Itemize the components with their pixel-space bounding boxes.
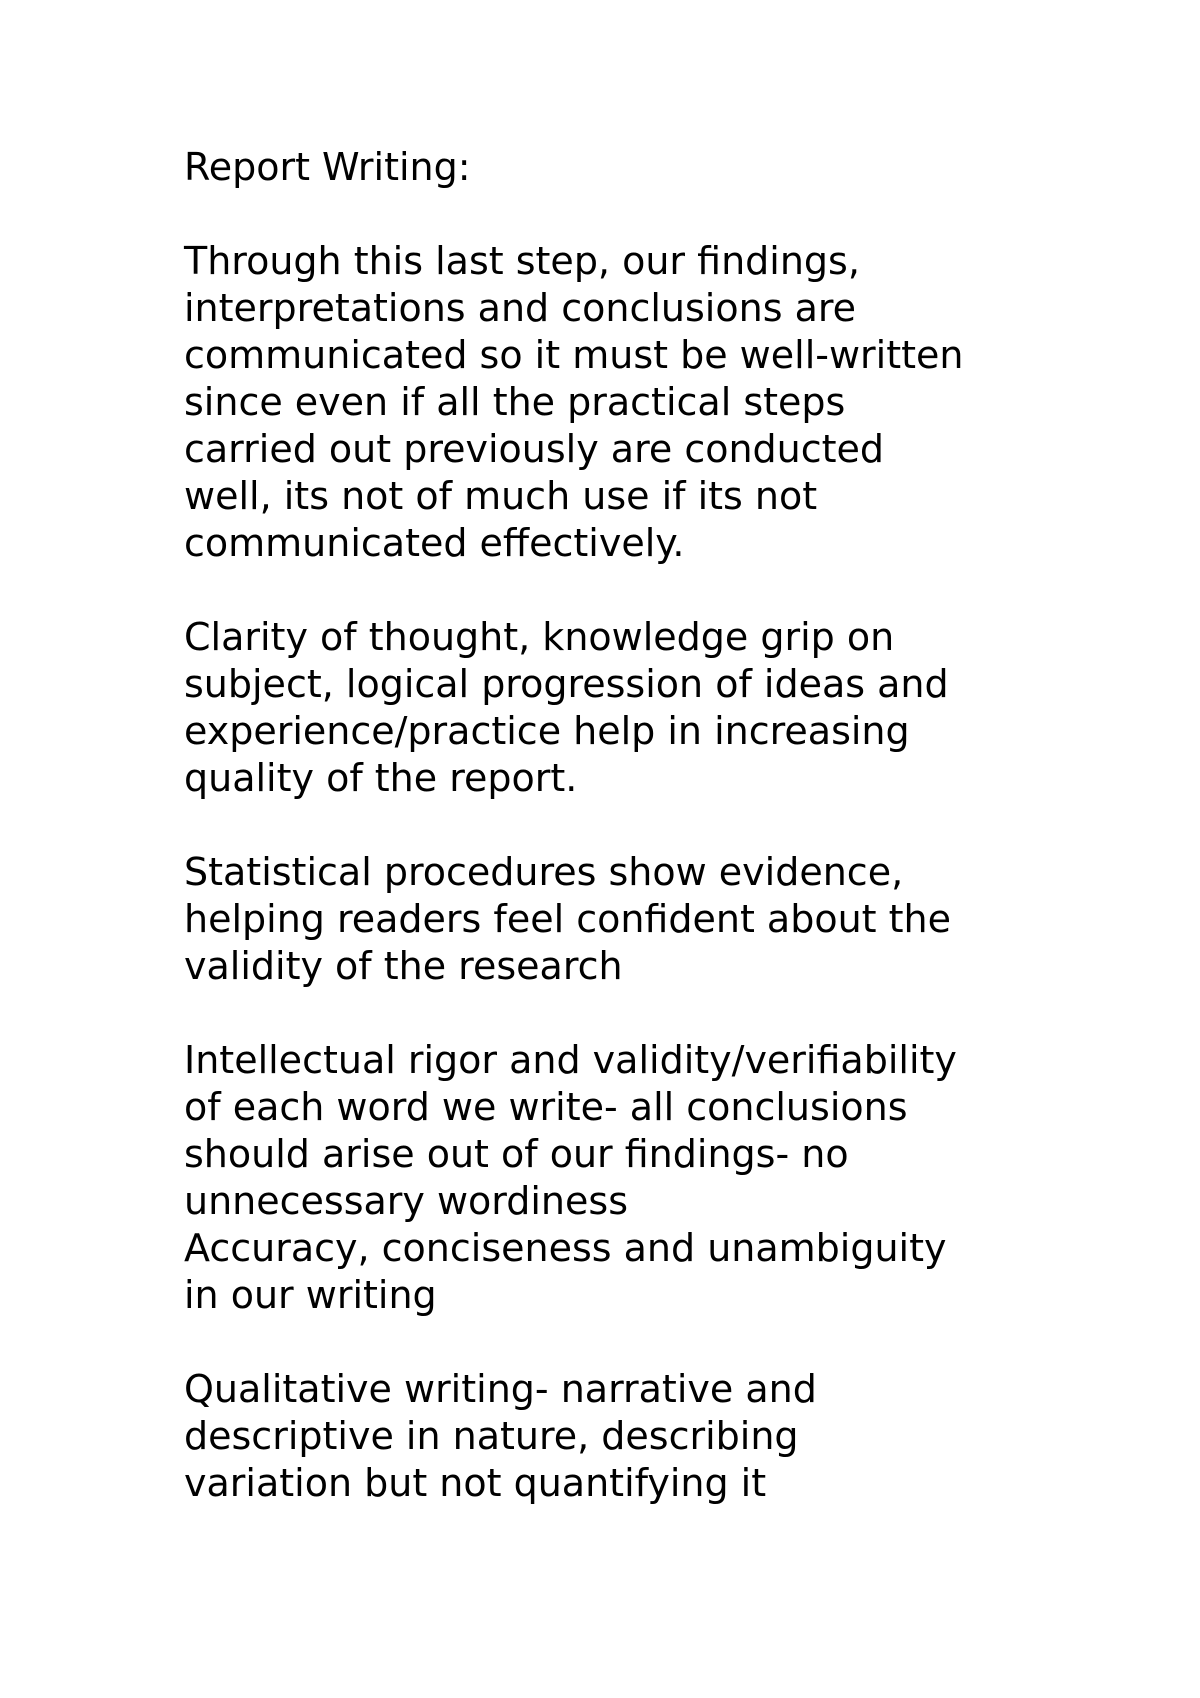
text-line: Accuracy, conciseness and unambiguity <box>184 1226 947 1270</box>
text-line: Qualitative writing- narrative and <box>184 1367 817 1411</box>
document-body <box>184 144 1084 1507</box>
paragraph-spacer <box>184 1319 1084 1366</box>
paragraph-1 <box>184 238 1084 567</box>
paragraph-4 <box>184 1037 1084 1319</box>
text-line: descriptive in nature, describing <box>184 1414 799 1458</box>
text-line: carried out previously are conducted <box>184 427 885 471</box>
text-line: quality of the report. <box>184 756 578 800</box>
text-line: interpretations and conclusions are <box>184 286 857 330</box>
paragraph-5 <box>184 1366 1084 1507</box>
paragraph-spacer <box>184 990 1084 1037</box>
paragraph-spacer <box>184 567 1084 614</box>
text-line: Intellectual rigor and validity/verifiability <box>184 1038 957 1082</box>
text-line: since even if all the practical steps <box>184 380 846 424</box>
text-line: Clarity of thought, knowledge grip on <box>184 615 895 659</box>
text-line: of each word we write- all conclusions <box>184 1085 908 1129</box>
text-line: Statistical procedures show evidence, <box>184 850 904 894</box>
text-line: Through this last step, our findings, <box>184 239 860 283</box>
document-heading: Report Writing: <box>184 145 471 189</box>
text-line: well, its not of much use if its not <box>184 474 818 518</box>
text-line: unnecessary wordiness <box>184 1179 628 1223</box>
text-line: should arise out of our findings- no <box>184 1132 849 1176</box>
text-line: communicated effectively. <box>184 521 685 565</box>
text-line: in our writing <box>184 1273 437 1317</box>
paragraph-3 <box>184 849 1084 990</box>
text-line: communicated so it must be well-written <box>184 333 964 377</box>
paragraph-spacer <box>184 191 1084 238</box>
text-line: subject, logical progression of ideas and <box>184 662 949 706</box>
paragraph-2 <box>184 614 1084 802</box>
text-line: experience/practice help in increasing <box>184 709 910 753</box>
text-line: variation but not quantifying it <box>184 1461 767 1505</box>
paragraph-spacer <box>184 802 1084 849</box>
text-line: helping readers feel confident about the <box>184 897 952 941</box>
text-line: validity of the research <box>184 944 623 988</box>
